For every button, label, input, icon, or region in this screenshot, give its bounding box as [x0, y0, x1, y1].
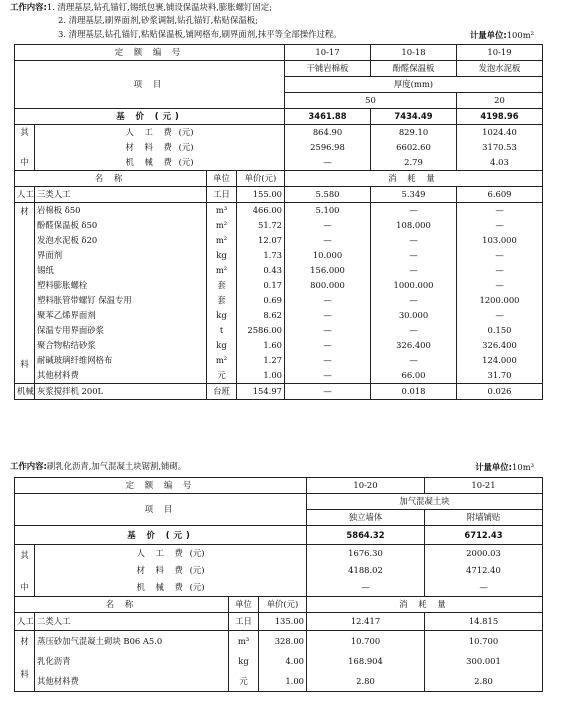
among-char: 中 [20, 157, 29, 167]
col-price-header: 单价(元) [259, 597, 307, 613]
resource-name: 界面剂 [35, 248, 207, 263]
resource-name: 塑料膨胀螺栓 [35, 278, 207, 293]
machine-row [15, 384, 543, 400]
cost-value: 4712.40 [425, 562, 543, 579]
consume-value: 800.000 [285, 278, 371, 293]
resource-unit: m² [207, 233, 237, 248]
cost-name: 材 料 费 [125, 142, 176, 152]
work-content-label: 工作内容: [10, 2, 47, 12]
resource-price: 1.00 [237, 368, 285, 384]
resource-price: 4.00 [259, 651, 307, 671]
consume-value: 66.00 [371, 368, 457, 384]
cost-name: 机 械 费 [136, 582, 187, 592]
base-price-cell: 6712.43 [425, 526, 543, 545]
consume-value: — [457, 308, 543, 323]
resource-price: 51.72 [237, 218, 285, 233]
cost-value: 3170.53 [457, 140, 543, 155]
consume-value: 2.80 [425, 671, 543, 692]
consume-value: 326.400 [457, 338, 543, 353]
cost-value: 2596.98 [285, 140, 371, 155]
code-row [15, 45, 543, 61]
work-content-2 [10, 461, 186, 472]
consume-value: 10.700 [425, 631, 543, 652]
among-char: 其 [20, 549, 29, 560]
base-price-label: 基 价 (元) [15, 526, 307, 545]
cost-value: — [285, 155, 371, 171]
consume-value: — [371, 248, 457, 263]
col-consume-header: 消 耗 量 [307, 597, 543, 613]
unit-value: 100m² [506, 30, 534, 40]
category-label: 人工 [15, 613, 35, 631]
material-row [15, 368, 543, 384]
consume-value: — [285, 323, 371, 338]
among-char: 中 [20, 581, 29, 592]
cost-value: 2000.03 [425, 545, 543, 563]
consume-value: 5.349 [371, 187, 457, 203]
quota-label: 定 额 编 号 [15, 478, 307, 494]
resource-price: 154.97 [237, 384, 285, 400]
consume-value: 1200.000 [457, 293, 543, 308]
material-row [15, 651, 543, 671]
item-name-cell: 附墙铺贴 [425, 510, 543, 526]
thickness-value: 50 [285, 93, 457, 109]
item-name-cell: 干铺岩棉板 [285, 61, 371, 77]
resource-name: 聚合物粘结砂浆 [35, 338, 207, 353]
consume-value: 5.580 [285, 187, 371, 203]
column-header-row [15, 597, 543, 613]
consume-value: 6.609 [457, 187, 543, 203]
cost-value: 829.10 [371, 125, 457, 141]
cost-row [15, 140, 543, 155]
work-line: 3. 清理基层,钻孔锚钉,粘贴保温板,铺网格布,刷界面剂,抹平等全部操作过程。 [58, 29, 342, 39]
work-content-1 [10, 2, 272, 13]
work-line: 刷乳化沥青,加气混凝土块锯割,铺砌。 [46, 461, 187, 471]
cost-name: 机 械 费 [125, 157, 176, 167]
col-consume-header: 消 耗 量 [285, 171, 543, 187]
resource-unit: m³ [207, 203, 237, 219]
resource-unit: m² [207, 353, 237, 368]
consume-value: — [371, 353, 457, 368]
consume-value: — [371, 263, 457, 278]
consume-value: 14.815 [425, 613, 543, 631]
base-price-row [15, 526, 543, 545]
cost-row [15, 125, 543, 141]
cost-value: 1024.40 [457, 125, 543, 141]
quota-table-1 [14, 44, 543, 400]
cost-unit: (元) [178, 127, 194, 137]
cost-unit: (元) [189, 565, 205, 575]
resource-unit: 工日 [207, 187, 237, 203]
code-cell: 10-17 [285, 45, 371, 61]
cost-name: 人 工 费 [125, 127, 176, 137]
category-char: 材 [20, 206, 29, 216]
consume-value: 5.100 [285, 203, 371, 219]
material-row [15, 203, 543, 219]
consume-value: 10.000 [285, 248, 371, 263]
cost-name-cell [35, 155, 285, 171]
consume-value: — [457, 218, 543, 233]
consume-value: — [371, 323, 457, 338]
resource-name: 岩棉板 δ50 [35, 203, 207, 219]
material-rows [15, 203, 543, 384]
cost-unit: (元) [178, 157, 194, 167]
col-name-header: 名 称 [15, 597, 229, 613]
material-row [15, 308, 543, 323]
base-price-cell: 5864.32 [307, 526, 425, 545]
base-price-row [15, 109, 543, 125]
group-row [15, 494, 543, 510]
base-price-label: 基 价 (元) [15, 109, 285, 125]
cost-name: 人 工 费 [136, 548, 187, 558]
thickness-value: 20 [457, 93, 543, 109]
material-row [15, 338, 543, 353]
category-label [15, 203, 35, 384]
col-unit-header: 单位 [229, 597, 259, 613]
cost-name: 材 料 费 [136, 565, 187, 575]
cost-name-cell [35, 545, 307, 563]
item-label: 项 目 [15, 494, 307, 526]
consume-value: 30.000 [371, 308, 457, 323]
resource-name: 二类人工 [35, 613, 229, 631]
code-cell: 10-20 [307, 478, 425, 494]
material-row [15, 353, 543, 368]
consume-value: — [285, 353, 371, 368]
cost-value: 2.79 [371, 155, 457, 171]
material-rows [15, 631, 543, 692]
resource-name: 蒸压砂加气混凝土砌块 B06 A5.0 [35, 631, 229, 652]
code-cell: 10-18 [371, 45, 457, 61]
cost-name-cell [35, 562, 307, 579]
resource-price: 0.69 [237, 293, 285, 308]
resource-unit: m³ [229, 631, 259, 652]
quota-table-2 [14, 477, 543, 692]
resource-price: 1.60 [237, 338, 285, 353]
cost-name-cell [35, 140, 285, 155]
consume-value: — [285, 338, 371, 353]
item-name-cell: 独立墙体 [307, 510, 425, 526]
material-row [15, 671, 543, 692]
cost-value: 1676.30 [307, 545, 425, 563]
resource-name: 锡纸 [35, 263, 207, 278]
cost-unit: (元) [189, 548, 205, 558]
work-content-label: 工作内容: [10, 461, 47, 471]
resource-name: 三类人工 [35, 187, 207, 203]
consume-value: — [285, 308, 371, 323]
resource-name: 其他材料费 [35, 671, 229, 692]
base-price-cell: 7434.49 [371, 109, 457, 125]
thickness-label: 厚度(mm) [285, 77, 543, 93]
resource-price: 1.27 [237, 353, 285, 368]
resource-unit: kg [207, 248, 237, 263]
labor-row [15, 613, 543, 631]
resource-name: 耐碱玻璃纤维网格布 [35, 353, 207, 368]
consume-value: — [371, 203, 457, 219]
unit-label: 计量单位: [475, 462, 513, 472]
resource-name: 聚苯乙烯界面剂 [35, 308, 207, 323]
material-row [15, 263, 543, 278]
resource-price: 1.73 [237, 248, 285, 263]
cost-value: 4.03 [457, 155, 543, 171]
resource-price: 135.00 [259, 613, 307, 631]
quota-label: 定 额 编 号 [15, 45, 285, 61]
resource-unit: 台班 [207, 384, 237, 400]
category-char: 料 [20, 359, 29, 369]
resource-unit: 套 [207, 278, 237, 293]
material-row [15, 233, 543, 248]
among-label [15, 545, 35, 597]
code-row [15, 478, 543, 494]
resource-price: 12.07 [237, 233, 285, 248]
consume-value: 326.400 [371, 338, 457, 353]
labor-row [15, 187, 543, 203]
col-unit-header: 单位 [207, 171, 237, 187]
cost-row [15, 155, 543, 171]
consume-value: 108.000 [371, 218, 457, 233]
resource-price: 1.00 [259, 671, 307, 692]
resource-name: 保温专用界面砂浆 [35, 323, 207, 338]
cost-row [15, 579, 543, 597]
resource-name: 其他材料费 [35, 368, 207, 384]
resource-price: 0.17 [237, 278, 285, 293]
base-price-cell: 3461.88 [285, 109, 371, 125]
item-label: 项 目 [15, 61, 285, 109]
material-row [15, 631, 543, 652]
consume-value: 10.700 [307, 631, 425, 652]
cost-value: 864.90 [285, 125, 371, 141]
base-price-cell: 4198.96 [457, 109, 543, 125]
resource-unit: kg [207, 338, 237, 353]
resource-price: 2586.00 [237, 323, 285, 338]
material-row [15, 248, 543, 263]
consume-value: 31.70 [457, 368, 543, 384]
consume-value: 0.026 [457, 384, 543, 400]
among-char: 其 [20, 127, 29, 137]
consume-value: — [285, 384, 371, 400]
unit-2 [475, 461, 534, 473]
resource-unit: 元 [207, 368, 237, 384]
consume-value: — [457, 278, 543, 293]
resource-price: 466.00 [237, 203, 285, 219]
consume-value: 103.000 [457, 233, 543, 248]
resource-unit: 工日 [229, 613, 259, 631]
category-label: 机械 [15, 384, 35, 400]
consume-value: 1000.000 [371, 278, 457, 293]
material-row [15, 278, 543, 293]
cost-row [15, 562, 543, 579]
code-cell: 10-19 [457, 45, 543, 61]
resource-unit: t [207, 323, 237, 338]
consume-value: — [457, 248, 543, 263]
consume-value: 168.904 [307, 651, 425, 671]
unit-label: 计量单位: [469, 30, 507, 40]
resource-name: 酚醛保温板 δ50 [35, 218, 207, 233]
cost-unit: (元) [189, 582, 205, 592]
consume-value: 2.80 [307, 671, 425, 692]
name-row [15, 61, 543, 77]
col-name-header: 名 称 [15, 171, 207, 187]
resource-unit: 元 [229, 671, 259, 692]
item-name-cell: 发泡水泥板 [457, 61, 543, 77]
resource-name: 发泡水泥板 δ20 [35, 233, 207, 248]
unit-value: 10m³ [512, 462, 534, 472]
category-label [15, 631, 35, 692]
consume-value: 300.001 [425, 651, 543, 671]
cost-value: — [307, 579, 425, 597]
resource-price: 155.00 [237, 187, 285, 203]
among-label [15, 125, 35, 171]
resource-name: 乳化沥青 [35, 651, 229, 671]
resource-unit: m² [207, 263, 237, 278]
consume-value: 12.417 [307, 613, 425, 631]
unit-1 [470, 29, 534, 41]
col-price-header: 单价(元) [237, 171, 285, 187]
consume-value: — [285, 233, 371, 248]
resource-name: 灰浆搅拌机 200L [35, 384, 207, 400]
consume-value: — [371, 233, 457, 248]
cost-name-cell [35, 579, 307, 597]
consume-value: — [371, 293, 457, 308]
material-row [15, 323, 543, 338]
material-row [15, 293, 543, 308]
item-name-cell: 酚醛保温板 [371, 61, 457, 77]
code-cell: 10-21 [425, 478, 543, 494]
group-name: 加气混凝土块 [307, 494, 543, 510]
resource-name: 塑料胀管带螺钉 保温专用 [35, 293, 207, 308]
work-line: 2. 清理基层,刷界面剂,砂浆调制,钻孔锚钉,粘贴保温板; [58, 15, 258, 25]
consume-value: — [457, 263, 543, 278]
cost-value: 6602.60 [371, 140, 457, 155]
material-row [15, 218, 543, 233]
consume-value: 124.000 [457, 353, 543, 368]
consume-value: 0.018 [371, 384, 457, 400]
resource-price: 0.43 [237, 263, 285, 278]
resource-unit: kg [207, 308, 237, 323]
category-label: 人工 [15, 187, 35, 203]
consume-value: — [285, 293, 371, 308]
cost-value: — [425, 579, 543, 597]
consume-value: — [285, 218, 371, 233]
resource-unit: m² [207, 218, 237, 233]
consume-value: 0.150 [457, 323, 543, 338]
cost-name-cell [35, 125, 285, 141]
resource-unit: 套 [207, 293, 237, 308]
cost-row [15, 545, 543, 563]
category-char: 材 [20, 636, 29, 646]
work-line: 1. 清理基层,钻孔锚钉,锡纸包裹,铺设保温块料,膨胀螺钉固定; [46, 2, 272, 12]
resource-price: 328.00 [259, 631, 307, 652]
cost-unit: (元) [178, 142, 194, 152]
category-char: 料 [20, 669, 29, 679]
consume-value: 156.000 [285, 263, 371, 278]
resource-price: 8.62 [237, 308, 285, 323]
cost-value: 4188.02 [307, 562, 425, 579]
column-header-row [15, 171, 543, 187]
resource-unit: kg [229, 651, 259, 671]
consume-value: — [457, 203, 543, 219]
consume-value: — [285, 368, 371, 384]
